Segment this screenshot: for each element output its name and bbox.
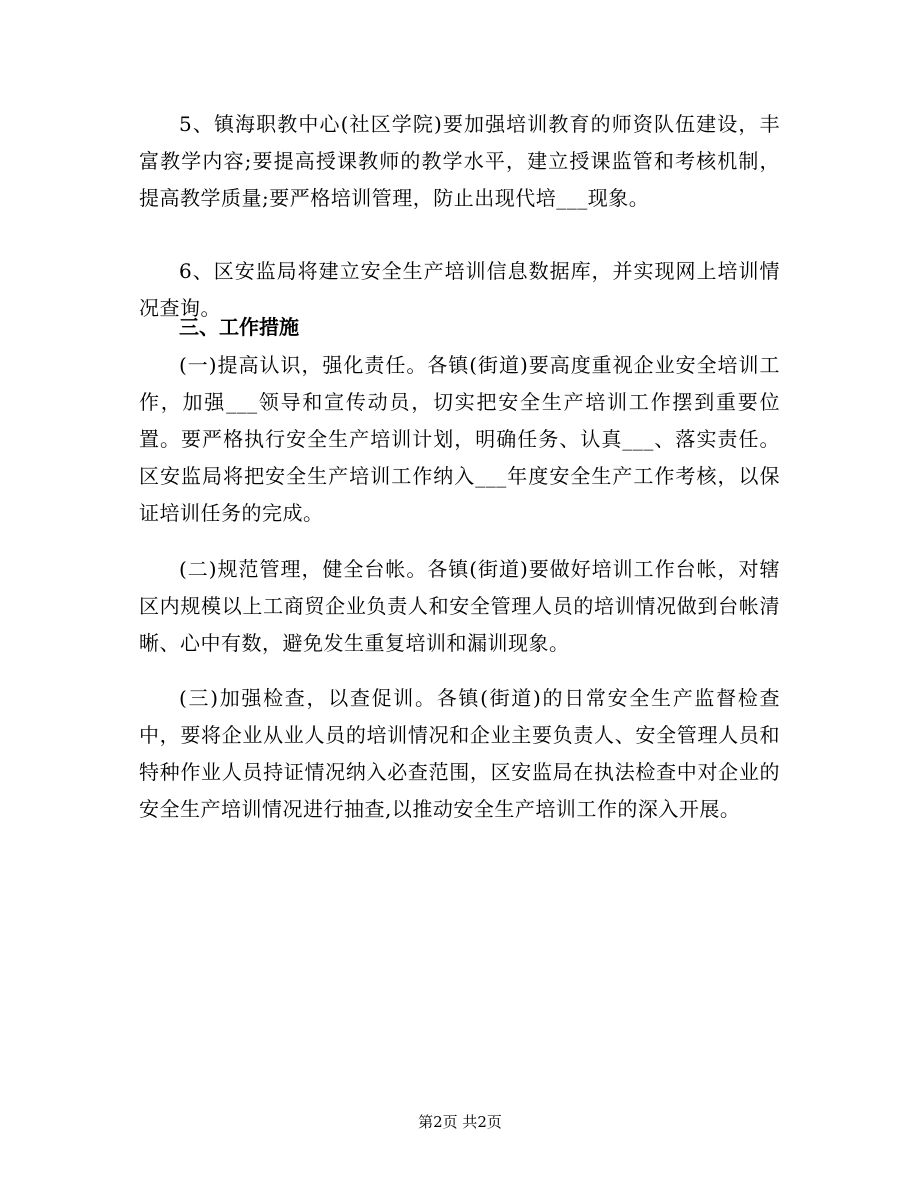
page-footer: 第2页 共2页 (418, 1113, 502, 1131)
paragraph-item-6: 6、区安监局将建立安全生产培训信息数据库，并实现网上培训情况查询。 (139, 259, 780, 320)
measure-paragraph-2: (二)规范管理，健全台帐。各镇(街道)要做好培训工作台帐，对辖区内规模以上工商贸企业负责人和安全管理人员的培训情况做到台帐清晰、心中有数，避免发生重复培训和漏训现象。 (139, 557, 780, 655)
measure-paragraph-3: (三)加强检查，以查促训。各镇(街道)的日常安全生产监督检查中，要将企业从业人员的培训情况和企业主要负责人、安全管理人员和特种作业人员持证情况纳入必查范围，区安监局在执法检查中对企业的安全生产培训情况进行抽查,以推动安全生产培训工作的深入开展。 (139, 686, 780, 821)
measure-paragraph-1: (一)提高认识，强化责任。各镇(街道)要高度重视企业安全培训工作，加强___领导和宣传动员，切实把安全生产培训工作摆到重要位置。要严格执行安全生产培训计划，明确任务、认真___、落实责任。区安监局将把安全生产培训工作纳入___年度安全生产工作考核，以保证培训任务的完成。 (139, 353, 780, 525)
paragraph-item-5: 5、镇海职教中心(社区学院)要加强培训教育的师资队伍建设，丰富教学内容;要提高授课教师的教学水平，建立授课监管和考核机制，提高教学质量;要严格培训管理，防止出现代培___现象。 (139, 112, 780, 210)
section-heading: 三、工作措施 (179, 315, 299, 339)
